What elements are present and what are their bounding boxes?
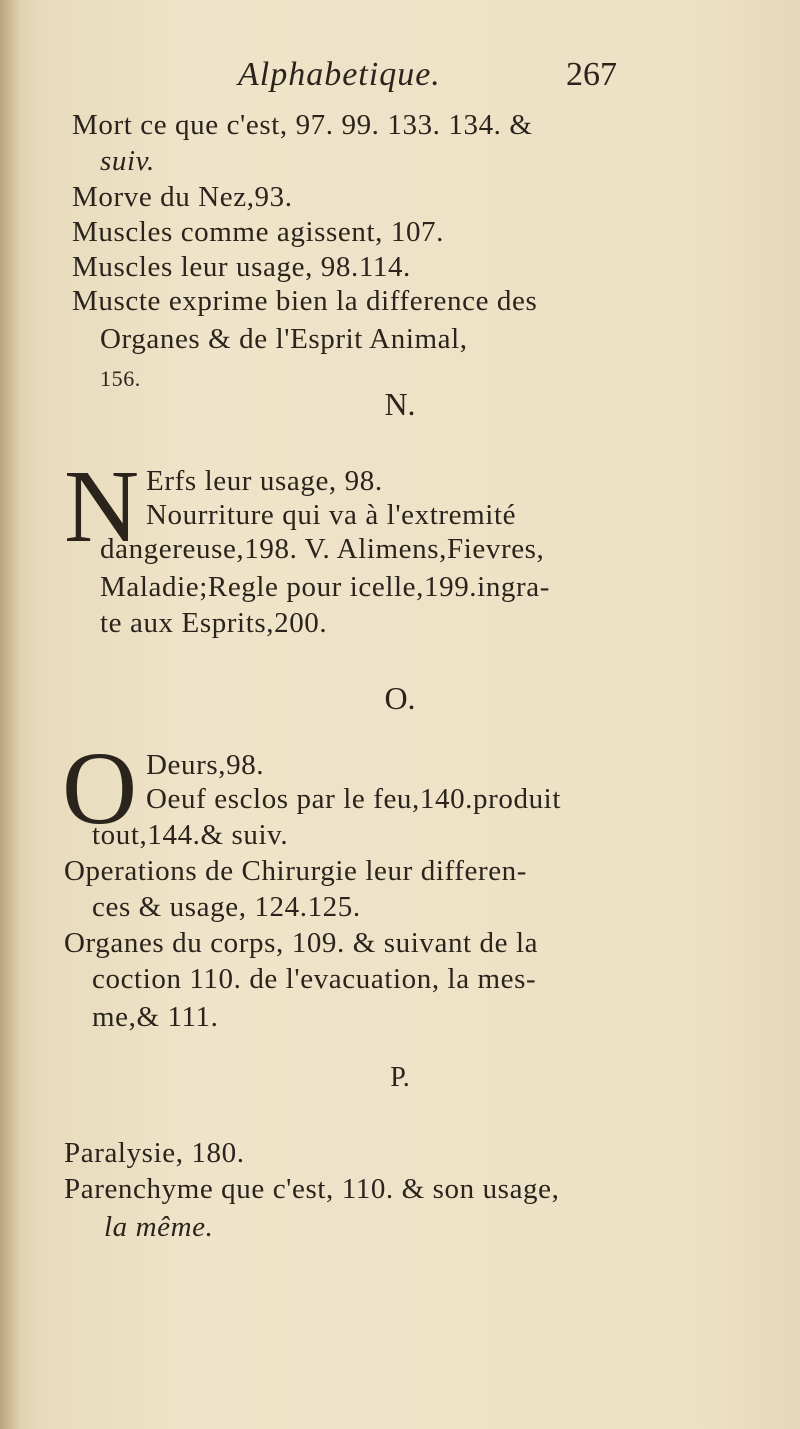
index-entry-continuation: la même.: [104, 1211, 214, 1243]
index-entry: Organes du corps, 109. & suivant de la: [64, 927, 539, 959]
running-header: [0, 52, 800, 102]
index-entry-continuation: te aux Esprits,200.: [100, 607, 328, 639]
index-entry: Parenchyme que c'est, 110. & son usage,: [64, 1173, 560, 1205]
index-entry: Nourriture qui va à l'extremité: [146, 499, 517, 531]
section-heading-n: N.: [384, 386, 416, 422]
index-entry: Muscles leur usage, 98.114.: [72, 251, 411, 283]
index-entry-continuation: 156.: [100, 366, 141, 391]
index-entry-continuation: dangereuse,198. V. Alimens,Fievres,: [100, 533, 545, 565]
index-entry: Deurs,98.: [146, 749, 265, 781]
index-entry: Erfs leur usage, 98.: [146, 465, 383, 497]
index-entry-continuation: coction 110. de l'evacuation, la mes-: [92, 963, 537, 995]
dropcap-o: O: [62, 731, 138, 846]
section-heading-p: P.: [390, 1062, 410, 1093]
index-entry-continuation: Organes & de l'Esprit Animal,: [100, 323, 468, 355]
dropcap-n: N: [64, 449, 140, 564]
index-entry: Muscles comme agissent, 107.: [72, 216, 444, 248]
index-entry: Paralysie, 180.: [64, 1137, 245, 1169]
index-entry-continuation: tout,144.& suiv.: [92, 819, 289, 851]
index-entry: Morve du Nez,93.: [72, 181, 293, 213]
section-heading-o: O.: [384, 680, 416, 716]
index-entry-continuation: me,& 111.: [92, 1001, 219, 1033]
index-entry: Mort ce que c'est, 97. 99. 133. 134. &: [72, 109, 533, 141]
index-entry: Operations de Chirurgie leur differen-: [64, 855, 528, 887]
index-entry: Oeuf esclos par le feu,140.produit: [146, 783, 562, 815]
index-entry: Muscte exprime bien la difference des: [72, 285, 538, 317]
header-title: Alphabetique.: [238, 56, 441, 93]
index-entry-continuation: ces & usage, 124.125.: [92, 891, 361, 923]
index-entry-continuation: Maladie;Regle pour icelle,199.ingra-: [100, 571, 551, 603]
page-number: 267: [566, 56, 617, 93]
index-entry-continuation: suiv.: [100, 145, 155, 177]
